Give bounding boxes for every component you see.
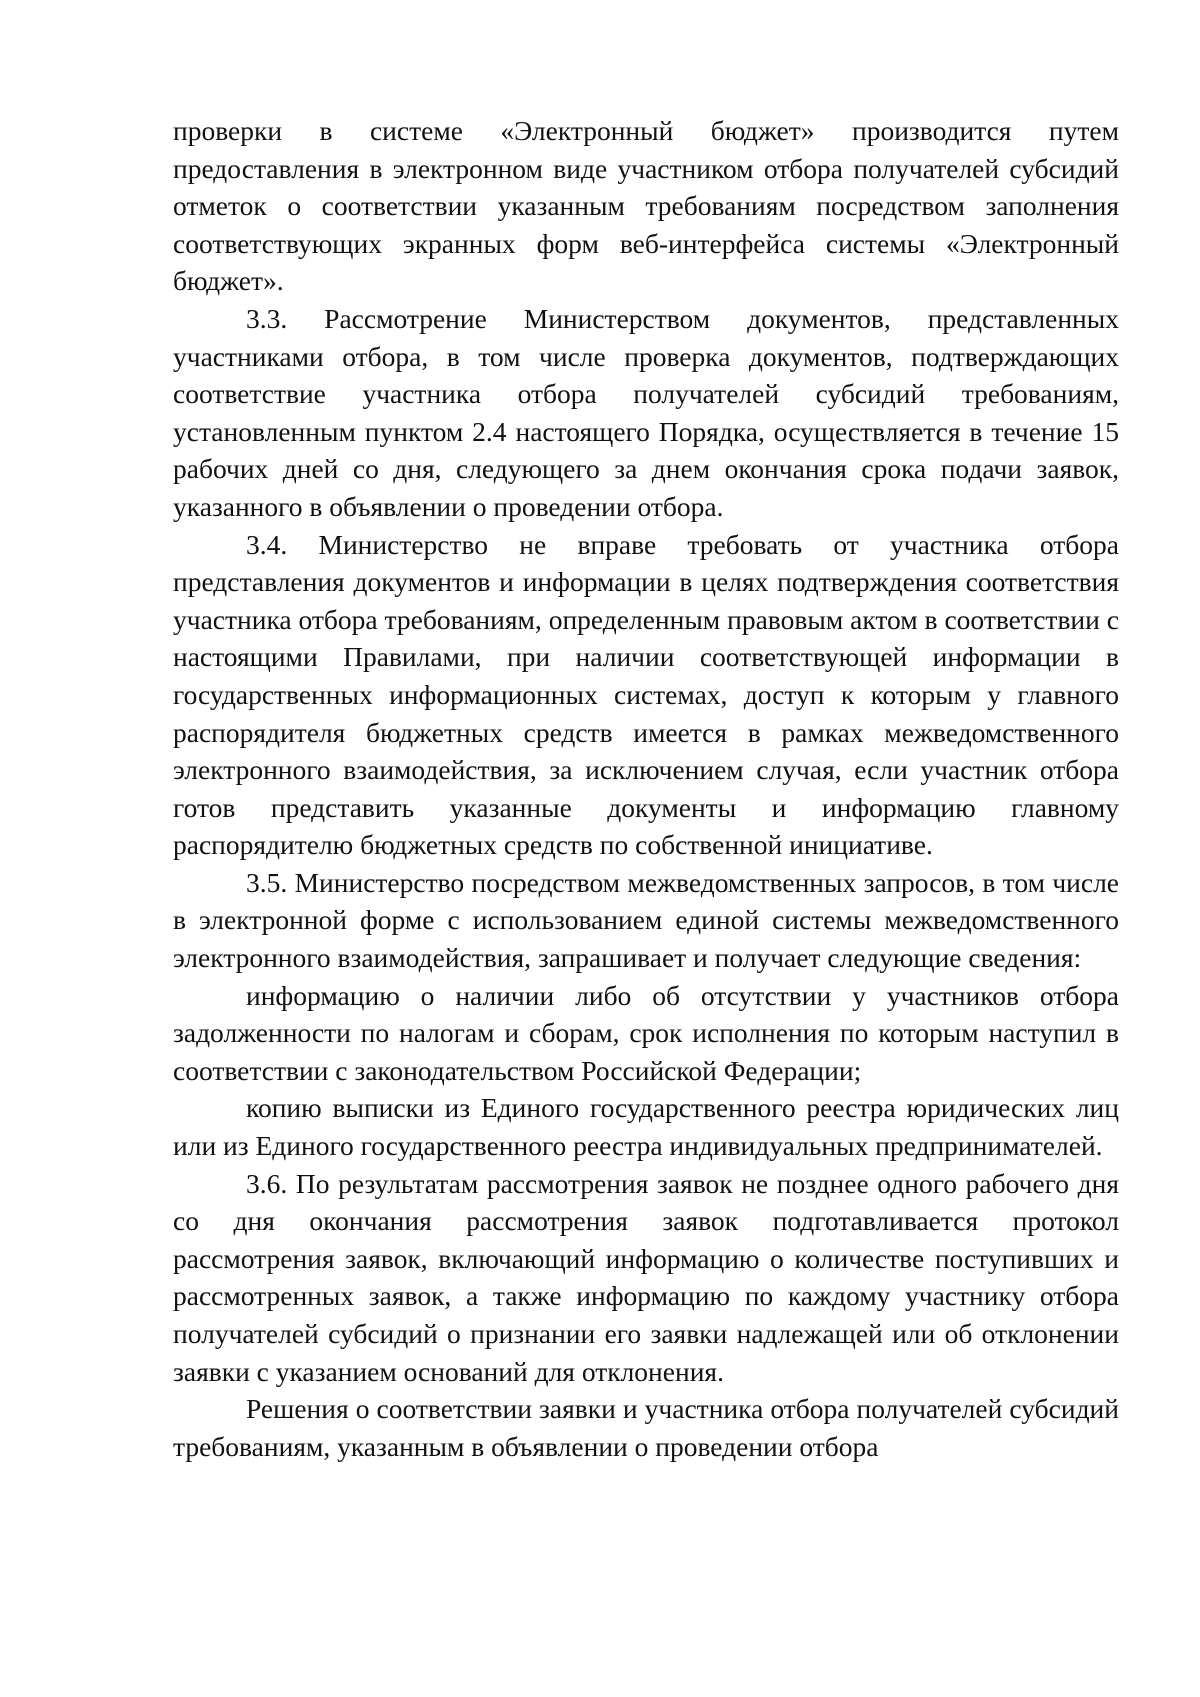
paragraph-3-3: 3.3. Рассмотрение Министерством документов, представленных участниками отбора, в том числе проверка документов, подтверждающих соответствие участника отбора получателей субсидий требованиям, установленным пунктом 2.4 настоящего Порядка, осуществляется в течение 15 рабочих дней со дня, следующего за днем окончания срока подачи заявок, указанного в объявлении о проведении отбора. bbox=[173, 302, 1119, 522]
paragraph-registry-extract: копию выписки из Единого государственного реестра юридических лиц или из Единого государственного реестра индивидуальных предпринимателей. bbox=[173, 1092, 1119, 1162]
paragraph-continuation: проверки в системе «Электронный бюджет» производится путем предоставления в электронном виде участником отбора получателей субсидий отметок о соответствии указанным требованиям посредством заполнения соответствующих экранных форм веб-интерфейса системы «Электронный бюджет». bbox=[173, 115, 1119, 297]
paragraph-3-4: 3.4. Министерство не вправе требовать от участника отбора представления документов и информации в целях подтверждения соответствия участника отбора требованиям, определенным правовым актом в соответствии с настоящими Правилами, при наличии соответствующей информации в государственных информационных системах, доступ к которым у главного распорядителя бюджетных средств имеется в рамках межведомственного электронного взаимодействия, за исключением случая, если участник отбора готов представить указанные документы и информацию главному распорядителю бюджетных средств по собственной инициативе. bbox=[173, 528, 1119, 861]
paragraph-decisions: Решения о соответствии заявки и участника отбора получателей субсидий требованиям, указанным в объявлении о проведении отбора bbox=[173, 1393, 1119, 1462]
paragraph-tax-debt-info: информацию о наличии либо об отсутствии у участников отбора задолженности по налогам и сборам, срок исполнения по которым наступил в соответствии с законодательством Российской Федерации; bbox=[173, 979, 1119, 1086]
document-page bbox=[173, 112, 1119, 1465]
paragraph-3-5: 3.5. Министерство посредством межведомственных запросов, в том числе в электронной форме с использованием единой системы межведомственного электронного взаимодействия, запрашивает и получает следующие сведения: bbox=[173, 866, 1119, 974]
paragraph-3-6: 3.6. По результатам рассмотрения заявок не позднее одного рабочего дня со дня окончания рассмотрения заявок подготавливается протокол рассмотрения заявок, включающий информацию о количестве поступивших и рассмотренных заявок, а также информацию по каждому участнику отбора получателей субсидий о признании его заявки надлежащей или об отклонении заявки с указанием оснований для отклонения. bbox=[173, 1167, 1119, 1387]
